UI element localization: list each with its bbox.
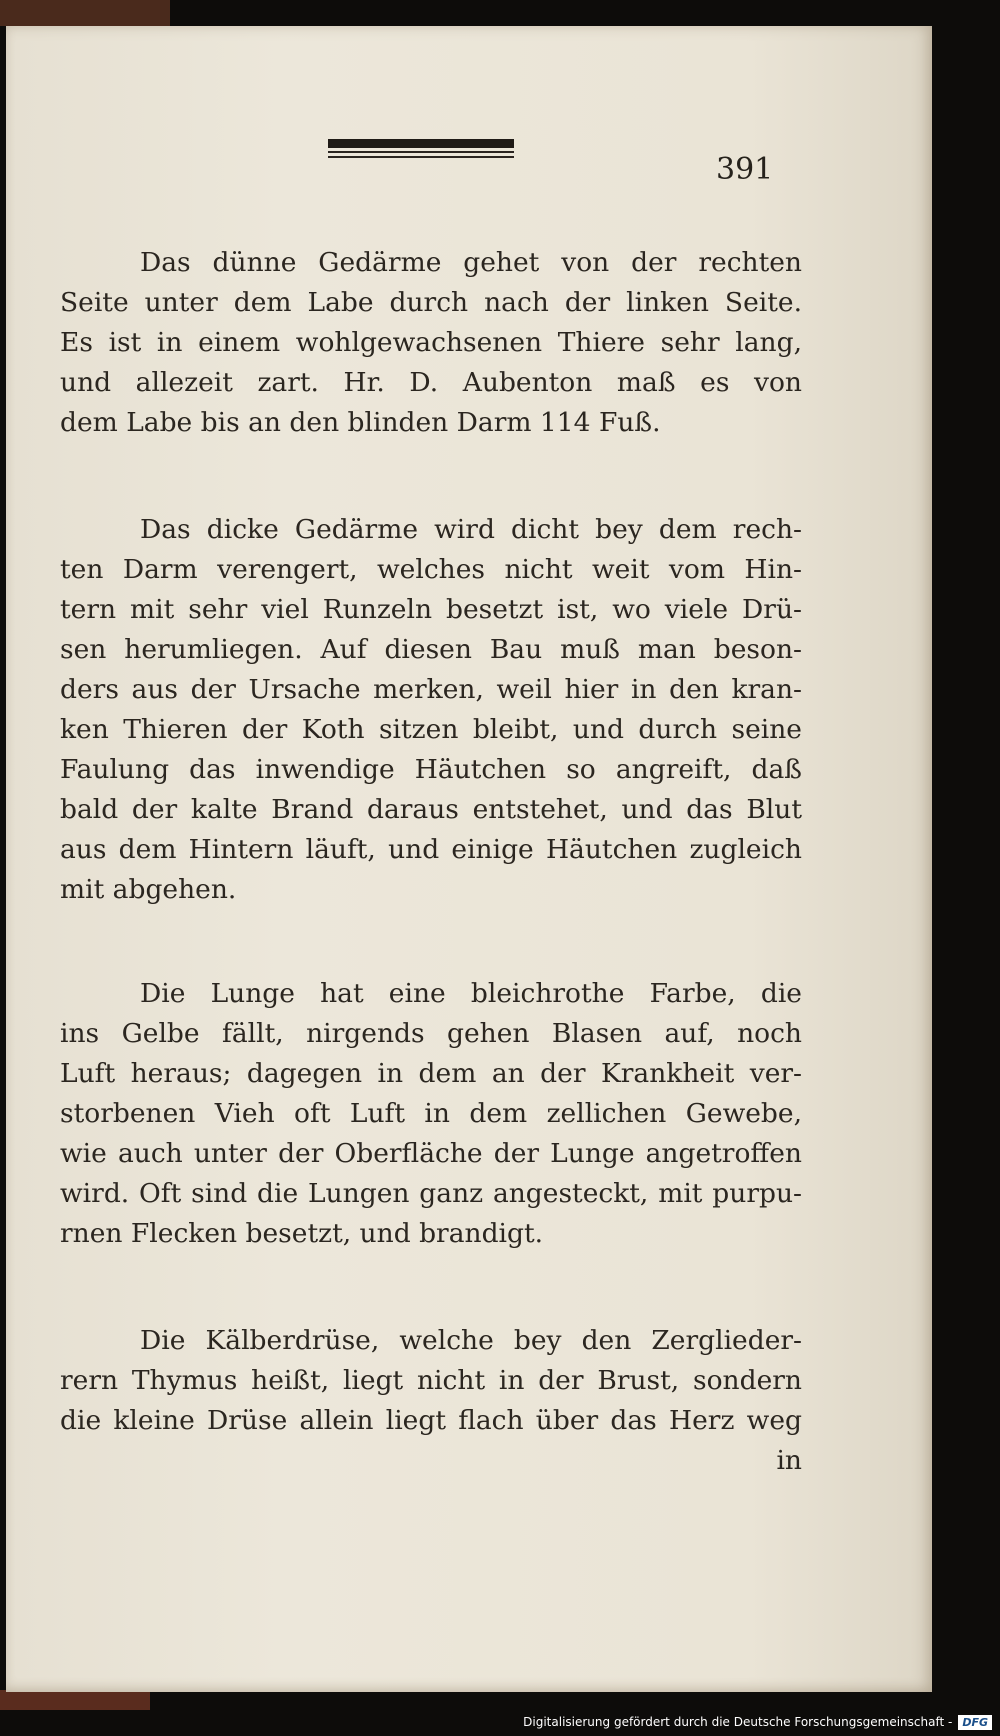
text-line: bald der kalte Brand daraus entstehet, und das Blut (60, 794, 802, 825)
text-line: dem Labe bis an den blinden Darm 114 Fuß. (60, 407, 661, 438)
text-line: rern Thymus heißt, liegt nicht in der Brust, sondern (60, 1365, 802, 1396)
paragraph-large-intestine (60, 510, 802, 910)
text-line: tern mit sehr viel Runzeln besetzt ist, wo viele Drü- (60, 594, 802, 625)
text-line: Das dicke Gedärme wird dicht bey dem rech- (140, 514, 802, 545)
text-line: sen herumliegen. Auf diesen Bau muß man beson- (60, 634, 802, 665)
footer-credit-text: Digitalisierung gefördert durch die Deutsche Forschungsgemeinschaft - (523, 1715, 953, 1729)
header-ornament-rule (328, 137, 514, 159)
text-line: Die Kälberdrüse, welche bey den Zerglieder- (140, 1325, 802, 1356)
text-line: die kleine Drüse allein liegt flach über das Herz weg (60, 1405, 802, 1436)
text-line: rnen Flecken besetzt, und brandigt. (60, 1218, 544, 1249)
catchword: in (776, 1445, 802, 1476)
text-line: Das dünne Gedärme gehet von der rechten (140, 247, 802, 278)
text-line: Es ist in einem wohlgewachsenen Thiere sehr lang, (60, 327, 802, 358)
text-line: ins Gelbe fällt, nirgends gehen Blasen auf, noch (60, 1018, 802, 1049)
text-line: ten Darm verengert, welches nicht weit vom Hin- (60, 554, 802, 585)
text-line: Faulung das inwendige Häutchen so angreift, daß (60, 754, 802, 785)
text-line: und allezeit zart. Hr. D. Aubenton maß es von (60, 367, 802, 398)
text-line: wird. Oft sind die Lungen ganz angesteckt, mit purpu- (60, 1178, 802, 1209)
text-line: storbenen Vieh oft Luft in dem zellichen Gewebe, (60, 1098, 802, 1129)
dfg-logo: DFG (958, 1715, 992, 1730)
text-line: aus dem Hintern läuft, und einige Häutchen zugleich (60, 834, 802, 865)
book-page (6, 26, 932, 1692)
paragraph-thymus (60, 1321, 802, 1481)
text-line: Die Lunge hat eine bleichrothe Farbe, die (140, 978, 802, 1009)
text-line: Luft heraus; dagegen in dem an der Krankheit ver- (60, 1058, 802, 1089)
text-line: mit abgehen. (60, 874, 237, 905)
book-binding-bottom (0, 1690, 150, 1710)
digitization-footer (523, 1712, 992, 1732)
book-binding-top (0, 0, 170, 26)
paragraph-small-intestine (60, 243, 802, 443)
text-line: wie auch unter der Oberfläche der Lunge angetroffen (60, 1138, 802, 1169)
paragraph-lung (60, 974, 802, 1254)
page-number: 391 (716, 152, 774, 187)
text-line: ders aus der Ursache merken, weil hier in den kran- (60, 674, 802, 705)
text-line: ken Thieren der Koth sitzen bleibt, und durch seine (60, 714, 802, 745)
text-line: Seite unter dem Labe durch nach der linken Seite. (60, 287, 802, 318)
